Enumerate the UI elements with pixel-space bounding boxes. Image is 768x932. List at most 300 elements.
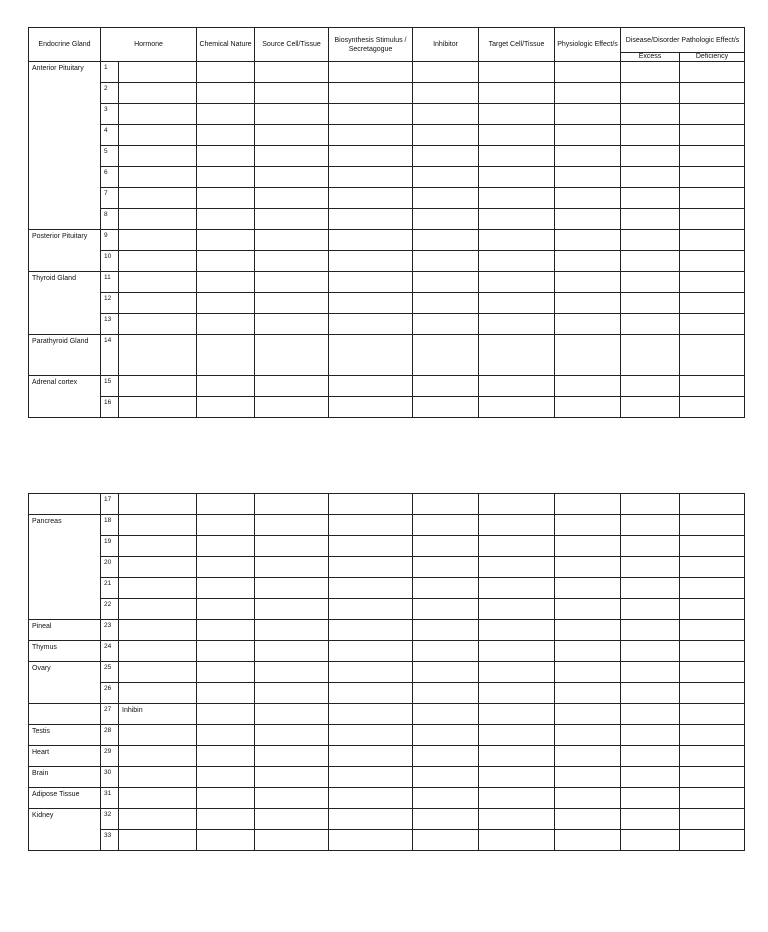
biosynthesis-stimulus-cell[interactable]: [329, 683, 413, 704]
deficiency-cell[interactable]: [680, 767, 745, 788]
chemical-nature-cell[interactable]: [197, 104, 255, 125]
source-cell-tissue-cell[interactable]: [255, 62, 329, 83]
deficiency-cell[interactable]: [680, 641, 745, 662]
biosynthesis-stimulus-cell[interactable]: [329, 230, 413, 251]
excess-cell[interactable]: [621, 620, 680, 641]
chemical-nature-cell[interactable]: [197, 230, 255, 251]
deficiency-cell[interactable]: [680, 704, 745, 725]
deficiency-cell[interactable]: [680, 662, 745, 683]
excess-cell[interactable]: [621, 767, 680, 788]
hormone-cell[interactable]: [119, 494, 197, 515]
chemical-nature-cell[interactable]: [197, 167, 255, 188]
physiologic-effect-cell[interactable]: [555, 146, 621, 167]
excess-cell[interactable]: [621, 230, 680, 251]
deficiency-cell[interactable]: [680, 557, 745, 578]
deficiency-cell[interactable]: [680, 83, 745, 104]
excess-cell[interactable]: [621, 272, 680, 293]
source-cell-tissue-cell[interactable]: [255, 335, 329, 376]
physiologic-effect-cell[interactable]: [555, 62, 621, 83]
excess-cell[interactable]: [621, 578, 680, 599]
source-cell-tissue-cell[interactable]: [255, 209, 329, 230]
source-cell-tissue-cell[interactable]: [255, 314, 329, 335]
inhibitor-cell[interactable]: [413, 188, 479, 209]
target-cell-tissue-cell[interactable]: [479, 809, 555, 830]
inhibitor-cell[interactable]: [413, 167, 479, 188]
deficiency-cell[interactable]: [680, 314, 745, 335]
physiologic-effect-cell[interactable]: [555, 788, 621, 809]
hormone-cell[interactable]: [119, 104, 197, 125]
chemical-nature-cell[interactable]: [197, 830, 255, 851]
biosynthesis-stimulus-cell[interactable]: [329, 104, 413, 125]
chemical-nature-cell[interactable]: [197, 809, 255, 830]
hormone-cell[interactable]: [119, 293, 197, 314]
source-cell-tissue-cell[interactable]: [255, 830, 329, 851]
excess-cell[interactable]: [621, 376, 680, 397]
deficiency-cell[interactable]: [680, 209, 745, 230]
chemical-nature-cell[interactable]: [197, 83, 255, 104]
hormone-cell[interactable]: Inhibin: [119, 704, 197, 725]
chemical-nature-cell[interactable]: [197, 725, 255, 746]
target-cell-tissue-cell[interactable]: [479, 314, 555, 335]
hormone-cell[interactable]: [119, 230, 197, 251]
biosynthesis-stimulus-cell[interactable]: [329, 725, 413, 746]
physiologic-effect-cell[interactable]: [555, 578, 621, 599]
biosynthesis-stimulus-cell[interactable]: [329, 578, 413, 599]
inhibitor-cell[interactable]: [413, 809, 479, 830]
hormone-cell[interactable]: [119, 251, 197, 272]
inhibitor-cell[interactable]: [413, 620, 479, 641]
inhibitor-cell[interactable]: [413, 494, 479, 515]
target-cell-tissue-cell[interactable]: [479, 725, 555, 746]
inhibitor-cell[interactable]: [413, 230, 479, 251]
target-cell-tissue-cell[interactable]: [479, 767, 555, 788]
hormone-cell[interactable]: [119, 209, 197, 230]
hormone-cell[interactable]: [119, 83, 197, 104]
inhibitor-cell[interactable]: [413, 578, 479, 599]
biosynthesis-stimulus-cell[interactable]: [329, 146, 413, 167]
hormone-cell[interactable]: [119, 767, 197, 788]
biosynthesis-stimulus-cell[interactable]: [329, 293, 413, 314]
inhibitor-cell[interactable]: [413, 335, 479, 376]
inhibitor-cell[interactable]: [413, 104, 479, 125]
physiologic-effect-cell[interactable]: [555, 335, 621, 376]
excess-cell[interactable]: [621, 746, 680, 767]
target-cell-tissue-cell[interactable]: [479, 683, 555, 704]
deficiency-cell[interactable]: [680, 494, 745, 515]
biosynthesis-stimulus-cell[interactable]: [329, 536, 413, 557]
inhibitor-cell[interactable]: [413, 704, 479, 725]
inhibitor-cell[interactable]: [413, 746, 479, 767]
inhibitor-cell[interactable]: [413, 725, 479, 746]
source-cell-tissue-cell[interactable]: [255, 83, 329, 104]
target-cell-tissue-cell[interactable]: [479, 167, 555, 188]
target-cell-tissue-cell[interactable]: [479, 376, 555, 397]
deficiency-cell[interactable]: [680, 809, 745, 830]
target-cell-tissue-cell[interactable]: [479, 62, 555, 83]
excess-cell[interactable]: [621, 293, 680, 314]
source-cell-tissue-cell[interactable]: [255, 494, 329, 515]
excess-cell[interactable]: [621, 662, 680, 683]
physiologic-effect-cell[interactable]: [555, 376, 621, 397]
biosynthesis-stimulus-cell[interactable]: [329, 599, 413, 620]
hormone-cell[interactable]: [119, 746, 197, 767]
inhibitor-cell[interactable]: [413, 314, 479, 335]
chemical-nature-cell[interactable]: [197, 599, 255, 620]
biosynthesis-stimulus-cell[interactable]: [329, 788, 413, 809]
excess-cell[interactable]: [621, 125, 680, 146]
physiologic-effect-cell[interactable]: [555, 397, 621, 418]
inhibitor-cell[interactable]: [413, 376, 479, 397]
hormone-cell[interactable]: [119, 188, 197, 209]
hormone-cell[interactable]: [119, 515, 197, 536]
hormone-cell[interactable]: [119, 557, 197, 578]
chemical-nature-cell[interactable]: [197, 746, 255, 767]
target-cell-tissue-cell[interactable]: [479, 536, 555, 557]
excess-cell[interactable]: [621, 641, 680, 662]
inhibitor-cell[interactable]: [413, 662, 479, 683]
deficiency-cell[interactable]: [680, 251, 745, 272]
source-cell-tissue-cell[interactable]: [255, 788, 329, 809]
deficiency-cell[interactable]: [680, 146, 745, 167]
excess-cell[interactable]: [621, 314, 680, 335]
biosynthesis-stimulus-cell[interactable]: [329, 272, 413, 293]
deficiency-cell[interactable]: [680, 620, 745, 641]
deficiency-cell[interactable]: [680, 746, 745, 767]
chemical-nature-cell[interactable]: [197, 662, 255, 683]
physiologic-effect-cell[interactable]: [555, 746, 621, 767]
hormone-cell[interactable]: [119, 167, 197, 188]
physiologic-effect-cell[interactable]: [555, 515, 621, 536]
deficiency-cell[interactable]: [680, 599, 745, 620]
target-cell-tissue-cell[interactable]: [479, 83, 555, 104]
header-chemical-nature: Chemical Nature: [197, 28, 255, 62]
target-cell-tissue-cell[interactable]: [479, 620, 555, 641]
physiologic-effect-cell[interactable]: [555, 662, 621, 683]
hormone-cell[interactable]: [119, 662, 197, 683]
endocrine-gland-cell: Adrenal cortex: [29, 376, 101, 418]
source-cell-tissue-cell[interactable]: [255, 272, 329, 293]
hormone-cell[interactable]: [119, 830, 197, 851]
biosynthesis-stimulus-cell[interactable]: [329, 746, 413, 767]
target-cell-tissue-cell[interactable]: [479, 272, 555, 293]
chemical-nature-cell[interactable]: [197, 767, 255, 788]
biosynthesis-stimulus-cell[interactable]: [329, 314, 413, 335]
excess-cell[interactable]: [621, 599, 680, 620]
target-cell-tissue-cell[interactable]: [479, 830, 555, 851]
chemical-nature-cell[interactable]: [197, 641, 255, 662]
inhibitor-cell[interactable]: [413, 830, 479, 851]
deficiency-cell[interactable]: [680, 230, 745, 251]
deficiency-cell[interactable]: [680, 167, 745, 188]
chemical-nature-cell[interactable]: [197, 62, 255, 83]
excess-cell[interactable]: [621, 146, 680, 167]
inhibitor-cell[interactable]: [413, 146, 479, 167]
biosynthesis-stimulus-cell[interactable]: [329, 251, 413, 272]
physiologic-effect-cell[interactable]: [555, 683, 621, 704]
target-cell-tissue-cell[interactable]: [479, 788, 555, 809]
physiologic-effect-cell[interactable]: [555, 188, 621, 209]
chemical-nature-cell[interactable]: [197, 188, 255, 209]
inhibitor-cell[interactable]: [413, 683, 479, 704]
physiologic-effect-cell[interactable]: [555, 557, 621, 578]
hormone-cell[interactable]: [119, 62, 197, 83]
deficiency-cell[interactable]: [680, 788, 745, 809]
source-cell-tissue-cell[interactable]: [255, 599, 329, 620]
target-cell-tissue-cell[interactable]: [479, 104, 555, 125]
excess-cell[interactable]: [621, 788, 680, 809]
deficiency-cell[interactable]: [680, 293, 745, 314]
biosynthesis-stimulus-cell[interactable]: [329, 830, 413, 851]
source-cell-tissue-cell[interactable]: [255, 662, 329, 683]
source-cell-tissue-cell[interactable]: [255, 146, 329, 167]
inhibitor-cell[interactable]: [413, 397, 479, 418]
target-cell-tissue-cell[interactable]: [479, 335, 555, 376]
target-cell-tissue-cell[interactable]: [479, 125, 555, 146]
inhibitor-cell[interactable]: [413, 272, 479, 293]
source-cell-tissue-cell[interactable]: [255, 746, 329, 767]
target-cell-tissue-cell[interactable]: [479, 494, 555, 515]
excess-cell[interactable]: [621, 557, 680, 578]
excess-cell[interactable]: [621, 335, 680, 376]
source-cell-tissue-cell[interactable]: [255, 809, 329, 830]
target-cell-tissue-cell[interactable]: [479, 599, 555, 620]
inhibitor-cell[interactable]: [413, 767, 479, 788]
biosynthesis-stimulus-cell[interactable]: [329, 809, 413, 830]
inhibitor-cell[interactable]: [413, 83, 479, 104]
biosynthesis-stimulus-cell[interactable]: [329, 662, 413, 683]
chemical-nature-cell[interactable]: [197, 146, 255, 167]
source-cell-tissue-cell[interactable]: [255, 515, 329, 536]
biosynthesis-stimulus-cell[interactable]: [329, 494, 413, 515]
physiologic-effect-cell[interactable]: [555, 167, 621, 188]
physiologic-effect-cell[interactable]: [555, 767, 621, 788]
target-cell-tissue-cell[interactable]: [479, 662, 555, 683]
target-cell-tissue-cell[interactable]: [479, 557, 555, 578]
deficiency-cell[interactable]: [680, 335, 745, 376]
deficiency-cell[interactable]: [680, 62, 745, 83]
excess-cell[interactable]: [621, 188, 680, 209]
hormone-cell[interactable]: [119, 578, 197, 599]
target-cell-tissue-cell[interactable]: [479, 188, 555, 209]
deficiency-cell[interactable]: [680, 515, 745, 536]
biosynthesis-stimulus-cell[interactable]: [329, 209, 413, 230]
biosynthesis-stimulus-cell[interactable]: [329, 83, 413, 104]
inhibitor-cell[interactable]: [413, 788, 479, 809]
deficiency-cell[interactable]: [680, 578, 745, 599]
source-cell-tissue-cell[interactable]: [255, 641, 329, 662]
hormone-cell[interactable]: [119, 125, 197, 146]
excess-cell[interactable]: [621, 397, 680, 418]
physiologic-effect-cell[interactable]: [555, 209, 621, 230]
physiologic-effect-cell[interactable]: [555, 494, 621, 515]
chemical-nature-cell[interactable]: [197, 494, 255, 515]
hormone-cell[interactable]: [119, 397, 197, 418]
biosynthesis-stimulus-cell[interactable]: [329, 376, 413, 397]
inhibitor-cell[interactable]: [413, 209, 479, 230]
hormone-cell[interactable]: [119, 809, 197, 830]
source-cell-tissue-cell[interactable]: [255, 376, 329, 397]
chemical-nature-cell[interactable]: [197, 515, 255, 536]
hormone-cell[interactable]: [119, 725, 197, 746]
target-cell-tissue-cell[interactable]: [479, 704, 555, 725]
physiologic-effect-cell[interactable]: [555, 293, 621, 314]
chemical-nature-cell[interactable]: [197, 683, 255, 704]
biosynthesis-stimulus-cell[interactable]: [329, 620, 413, 641]
hormone-cell[interactable]: [119, 272, 197, 293]
inhibitor-cell[interactable]: [413, 641, 479, 662]
source-cell-tissue-cell[interactable]: [255, 620, 329, 641]
physiologic-effect-cell[interactable]: [555, 104, 621, 125]
physiologic-effect-cell[interactable]: [555, 230, 621, 251]
hormone-cell[interactable]: [119, 641, 197, 662]
physiologic-effect-cell[interactable]: [555, 125, 621, 146]
biosynthesis-stimulus-cell[interactable]: [329, 641, 413, 662]
deficiency-cell[interactable]: [680, 725, 745, 746]
excess-cell[interactable]: [621, 725, 680, 746]
physiologic-effect-cell[interactable]: [555, 314, 621, 335]
source-cell-tissue-cell[interactable]: [255, 293, 329, 314]
source-cell-tissue-cell[interactable]: [255, 188, 329, 209]
deficiency-cell[interactable]: [680, 830, 745, 851]
target-cell-tissue-cell[interactable]: [479, 293, 555, 314]
deficiency-cell[interactable]: [680, 272, 745, 293]
target-cell-tissue-cell[interactable]: [479, 397, 555, 418]
excess-cell[interactable]: [621, 62, 680, 83]
target-cell-tissue-cell[interactable]: [479, 578, 555, 599]
chemical-nature-cell[interactable]: [197, 125, 255, 146]
chemical-nature-cell[interactable]: [197, 557, 255, 578]
chemical-nature-cell[interactable]: [197, 293, 255, 314]
chemical-nature-cell[interactable]: [197, 314, 255, 335]
chemical-nature-cell[interactable]: [197, 788, 255, 809]
biosynthesis-stimulus-cell[interactable]: [329, 188, 413, 209]
source-cell-tissue-cell[interactable]: [255, 578, 329, 599]
biosynthesis-stimulus-cell[interactable]: [329, 125, 413, 146]
source-cell-tissue-cell[interactable]: [255, 104, 329, 125]
physiologic-effect-cell[interactable]: [555, 725, 621, 746]
hormone-cell[interactable]: [119, 314, 197, 335]
deficiency-cell[interactable]: [680, 104, 745, 125]
inhibitor-cell[interactable]: [413, 599, 479, 620]
hormone-cell[interactable]: [119, 335, 197, 376]
deficiency-cell[interactable]: [680, 188, 745, 209]
excess-cell[interactable]: [621, 830, 680, 851]
inhibitor-cell[interactable]: [413, 125, 479, 146]
chemical-nature-cell[interactable]: [197, 251, 255, 272]
chemical-nature-cell[interactable]: [197, 335, 255, 376]
source-cell-tissue-cell[interactable]: [255, 230, 329, 251]
hormone-cell[interactable]: [119, 599, 197, 620]
physiologic-effect-cell[interactable]: [555, 599, 621, 620]
deficiency-cell[interactable]: [680, 376, 745, 397]
excess-cell[interactable]: [621, 515, 680, 536]
chemical-nature-cell[interactable]: [197, 397, 255, 418]
chemical-nature-cell[interactable]: [197, 704, 255, 725]
hormone-cell[interactable]: [119, 536, 197, 557]
excess-cell[interactable]: [621, 251, 680, 272]
excess-cell[interactable]: [621, 494, 680, 515]
physiologic-effect-cell[interactable]: [555, 704, 621, 725]
hormone-cell[interactable]: [119, 620, 197, 641]
deficiency-cell[interactable]: [680, 683, 745, 704]
physiologic-effect-cell[interactable]: [555, 251, 621, 272]
chemical-nature-cell[interactable]: [197, 620, 255, 641]
biosynthesis-stimulus-cell[interactable]: [329, 167, 413, 188]
hormone-cell[interactable]: [119, 146, 197, 167]
deficiency-cell[interactable]: [680, 397, 745, 418]
inhibitor-cell[interactable]: [413, 536, 479, 557]
biosynthesis-stimulus-cell[interactable]: [329, 704, 413, 725]
source-cell-tissue-cell[interactable]: [255, 767, 329, 788]
physiologic-effect-cell[interactable]: [555, 830, 621, 851]
target-cell-tissue-cell[interactable]: [479, 746, 555, 767]
source-cell-tissue-cell[interactable]: [255, 725, 329, 746]
excess-cell[interactable]: [621, 83, 680, 104]
hormone-cell[interactable]: [119, 683, 197, 704]
excess-cell[interactable]: [621, 809, 680, 830]
deficiency-cell[interactable]: [680, 125, 745, 146]
target-cell-tissue-cell[interactable]: [479, 209, 555, 230]
row-number: 23: [101, 620, 119, 641]
biosynthesis-stimulus-cell[interactable]: [329, 557, 413, 578]
biosynthesis-stimulus-cell[interactable]: [329, 515, 413, 536]
hormone-cell[interactable]: [119, 376, 197, 397]
chemical-nature-cell[interactable]: [197, 536, 255, 557]
physiologic-effect-cell[interactable]: [555, 83, 621, 104]
biosynthesis-stimulus-cell[interactable]: [329, 62, 413, 83]
target-cell-tissue-cell[interactable]: [479, 251, 555, 272]
biosynthesis-stimulus-cell[interactable]: [329, 335, 413, 376]
inhibitor-cell[interactable]: [413, 251, 479, 272]
excess-cell[interactable]: [621, 704, 680, 725]
source-cell-tissue-cell[interactable]: [255, 704, 329, 725]
excess-cell[interactable]: [621, 167, 680, 188]
target-cell-tissue-cell[interactable]: [479, 146, 555, 167]
source-cell-tissue-cell[interactable]: [255, 251, 329, 272]
source-cell-tissue-cell[interactable]: [255, 125, 329, 146]
source-cell-tissue-cell[interactable]: [255, 683, 329, 704]
source-cell-tissue-cell[interactable]: [255, 536, 329, 557]
biosynthesis-stimulus-cell[interactable]: [329, 767, 413, 788]
chemical-nature-cell[interactable]: [197, 209, 255, 230]
inhibitor-cell[interactable]: [413, 293, 479, 314]
excess-cell[interactable]: [621, 104, 680, 125]
chemical-nature-cell[interactable]: [197, 578, 255, 599]
source-cell-tissue-cell[interactable]: [255, 167, 329, 188]
inhibitor-cell[interactable]: [413, 557, 479, 578]
inhibitor-cell[interactable]: [413, 62, 479, 83]
source-cell-tissue-cell[interactable]: [255, 557, 329, 578]
biosynthesis-stimulus-cell[interactable]: [329, 397, 413, 418]
physiologic-effect-cell[interactable]: [555, 809, 621, 830]
target-cell-tissue-cell[interactable]: [479, 230, 555, 251]
inhibitor-cell[interactable]: [413, 515, 479, 536]
target-cell-tissue-cell[interactable]: [479, 641, 555, 662]
chemical-nature-cell[interactable]: [197, 376, 255, 397]
physiologic-effect-cell[interactable]: [555, 536, 621, 557]
deficiency-cell[interactable]: [680, 536, 745, 557]
excess-cell[interactable]: [621, 209, 680, 230]
physiologic-effect-cell[interactable]: [555, 641, 621, 662]
excess-cell[interactable]: [621, 683, 680, 704]
excess-cell[interactable]: [621, 536, 680, 557]
chemical-nature-cell[interactable]: [197, 272, 255, 293]
hormone-cell[interactable]: [119, 788, 197, 809]
source-cell-tissue-cell[interactable]: [255, 397, 329, 418]
physiologic-effect-cell[interactable]: [555, 272, 621, 293]
physiologic-effect-cell[interactable]: [555, 620, 621, 641]
target-cell-tissue-cell[interactable]: [479, 515, 555, 536]
